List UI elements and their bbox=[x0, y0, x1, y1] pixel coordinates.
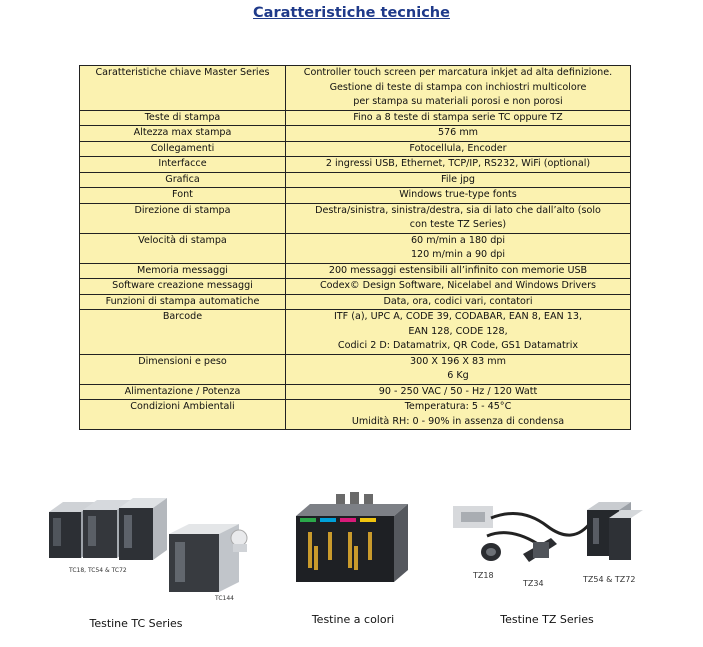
tz-series-photo bbox=[451, 496, 645, 594]
spec-key: Direzione di stampa bbox=[80, 203, 286, 233]
spec-key: Memoria messaggi bbox=[80, 263, 286, 279]
spec-key: Grafica bbox=[80, 172, 286, 188]
spec-value-line: 300 X 196 X 83 mm bbox=[410, 355, 506, 367]
tc-series-photo bbox=[43, 488, 261, 610]
spec-value bbox=[286, 279, 631, 295]
colori-caption: Testine a colori bbox=[311, 613, 395, 626]
spec-key: Software creazione messaggi bbox=[80, 279, 286, 295]
spec-row bbox=[80, 279, 631, 295]
spec-value bbox=[286, 203, 631, 233]
spec-key: Condizioni Ambientali bbox=[80, 400, 286, 430]
spec-table bbox=[79, 65, 631, 430]
spec-row bbox=[80, 203, 631, 233]
spec-value-line: 200 messaggi estensibili all’infinito con memorie USB bbox=[328, 264, 588, 276]
spec-value-line: Temperatura: 5 - 45°C bbox=[404, 401, 512, 412]
spec-row bbox=[80, 141, 631, 157]
tc-caption: Testine TC Series bbox=[89, 617, 183, 630]
spec-row bbox=[80, 294, 631, 310]
spec-value-line: Fino a 8 teste di stampa serie TC oppure TZ bbox=[353, 111, 563, 123]
spec-key: Alimentazione / Potenza bbox=[80, 384, 286, 400]
spec-value bbox=[286, 384, 631, 400]
spec-value-line: 576 mm bbox=[437, 127, 479, 138]
spec-row bbox=[80, 263, 631, 279]
spec-row bbox=[80, 157, 631, 173]
spec-value-line: ITF (a), UPC A, CODE 39, CODABAR, EAN 8, EAN 13, bbox=[333, 311, 583, 322]
spec-value-line: Codex© Design Software, Nicelabel and Windows Drivers bbox=[319, 280, 597, 291]
spec-row bbox=[80, 66, 631, 111]
spec-value-line: 6 Kg bbox=[447, 370, 469, 381]
spec-value bbox=[286, 400, 631, 430]
spec-value-line: 120 m/min a 90 dpi bbox=[410, 249, 506, 260]
spec-value-line: 90 - 250 VAC / 50 - Hz / 120 Watt bbox=[378, 385, 538, 397]
spec-row bbox=[80, 110, 631, 126]
spec-row bbox=[80, 126, 631, 142]
spec-value-line: Controller touch screen per marcatura inkjet ad alta definizione. bbox=[303, 67, 613, 78]
spec-value-line: con teste TZ Series) bbox=[409, 219, 507, 230]
spec-value bbox=[286, 126, 631, 142]
spec-key: Dimensioni e peso bbox=[80, 354, 286, 384]
color-heads-photo bbox=[290, 490, 412, 588]
spec-value-line: Windows true-type fonts bbox=[399, 189, 517, 200]
spec-row bbox=[80, 233, 631, 263]
tc-label-2: TC144 bbox=[215, 595, 234, 602]
tc-label-1: TC18, TC54 & TC72 bbox=[69, 567, 127, 574]
spec-key: Interfacce bbox=[80, 157, 286, 173]
spec-value-line: Destra/sinistra, sinistra/destra, sia di lato che dall’alto (solo bbox=[315, 204, 601, 216]
spec-value bbox=[286, 294, 631, 310]
spec-value bbox=[286, 157, 631, 173]
spec-key: Altezza max stampa bbox=[80, 126, 286, 142]
spec-key: Barcode bbox=[80, 310, 286, 355]
spec-value bbox=[286, 233, 631, 263]
spec-key: Funzioni di stampa automatiche bbox=[80, 294, 286, 310]
spec-value bbox=[286, 66, 631, 111]
spec-row bbox=[80, 172, 631, 188]
spec-value-line: Umidità RH: 0 - 90% in assenza di condensa bbox=[351, 415, 565, 427]
spec-value-line: Codici 2 D: Datamatrix, QR Code, GS1 Datamatrix bbox=[337, 340, 579, 351]
spec-key: Teste di stampa bbox=[80, 110, 286, 126]
tz-caption: Testine TZ Series bbox=[500, 613, 594, 626]
spec-value bbox=[286, 172, 631, 188]
spec-value-line: Fotocellula, Encoder bbox=[409, 142, 507, 154]
spec-row bbox=[80, 310, 631, 355]
spec-value bbox=[286, 354, 631, 384]
tz-label-1: TZ18 bbox=[473, 571, 494, 580]
spec-key: Caratteristiche chiave Master Series bbox=[80, 66, 286, 111]
spec-key: Font bbox=[80, 188, 286, 204]
tz-label-3: TZ54 & TZ72 bbox=[583, 575, 636, 584]
spec-value bbox=[286, 110, 631, 126]
spec-value-line: Gestione di teste di stampa con inchiostri multicolore bbox=[329, 81, 587, 93]
spec-key: Velocità di stampa bbox=[80, 233, 286, 263]
spec-value-line: File jpg bbox=[441, 173, 475, 185]
spec-value bbox=[286, 263, 631, 279]
spec-value bbox=[286, 188, 631, 204]
spec-row bbox=[80, 400, 631, 430]
spec-value bbox=[286, 141, 631, 157]
spec-value-line: per stampa su materiali porosi e non porosi bbox=[353, 96, 563, 107]
spec-value-line: 2 ingressi USB, Ethernet, TCP/IP, RS232, WiFi (optional) bbox=[325, 158, 591, 169]
tz-label-2: TZ34 bbox=[523, 579, 544, 588]
spec-value-line: EAN 128, CODE 128, bbox=[408, 325, 508, 337]
spec-key: Collegamenti bbox=[80, 141, 286, 157]
spec-row bbox=[80, 384, 631, 400]
spec-row bbox=[80, 188, 631, 204]
page-title: Caratteristiche tecniche bbox=[253, 5, 450, 21]
spec-row bbox=[80, 354, 631, 384]
spec-value bbox=[286, 310, 631, 355]
spec-value-line: 60 m/min a 180 dpi bbox=[410, 234, 506, 246]
spec-value-line: Data, ora, codici vari, contatori bbox=[383, 295, 533, 307]
